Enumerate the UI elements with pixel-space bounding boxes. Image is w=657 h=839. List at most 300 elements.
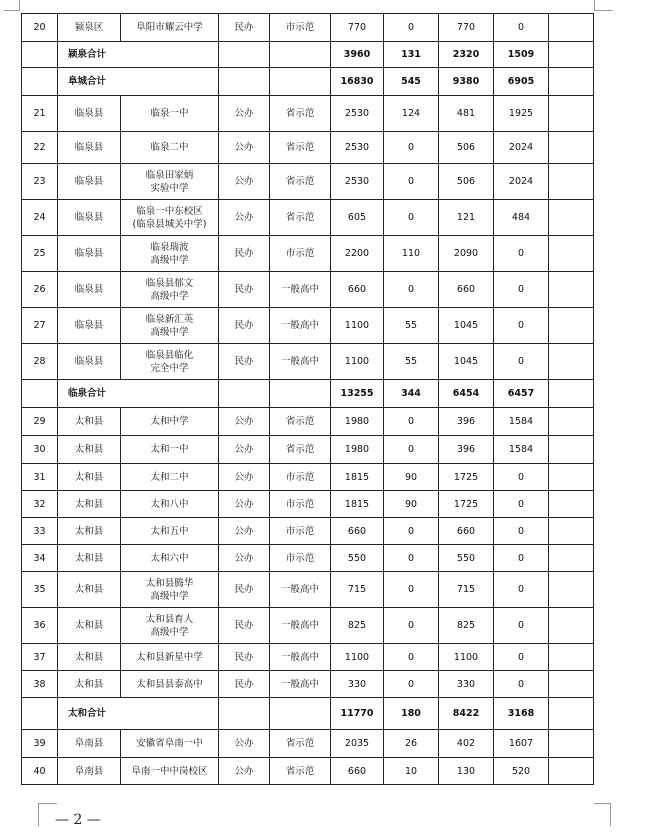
cell-subtotal-label: 临泉合计 <box>58 380 219 408</box>
cell-school <box>121 408 219 436</box>
table-row <box>22 308 594 344</box>
cell-extra <box>549 572 594 608</box>
cell-level: 市示范 <box>270 518 331 545</box>
cell-nature: 公办 <box>219 491 270 518</box>
cell-extra <box>549 698 594 730</box>
cell-value-4: 520 <box>494 758 549 785</box>
cell-school <box>121 436 219 464</box>
school-name-line: 临泉二中 <box>150 142 189 153</box>
table-row <box>22 518 594 545</box>
cell-value-4: 0 <box>494 14 549 42</box>
cell-county: 临泉县 <box>58 272 121 308</box>
school-name-line: 临泉一中东校区 <box>136 205 203 217</box>
table-row <box>22 572 594 608</box>
cell-value-1: 1100 <box>331 344 384 380</box>
table-row <box>22 758 594 785</box>
cell-level: 一般高中 <box>270 644 331 671</box>
cell-nature: 公办 <box>219 132 270 164</box>
cell-extra <box>549 408 594 436</box>
cell-county: 临泉县 <box>58 164 121 200</box>
table-row <box>22 344 594 380</box>
subtotal-row <box>22 698 594 730</box>
cell-level: 一般高中 <box>270 572 331 608</box>
cell-value-1: 1100 <box>331 308 384 344</box>
cell-no: 33 <box>22 518 58 545</box>
cell-nature: 民办 <box>219 671 270 698</box>
cell-value-2: 0 <box>384 200 439 236</box>
cell-value-4: 0 <box>494 518 549 545</box>
cell-value-3: 2320 <box>439 42 494 68</box>
cell-county: 临泉县 <box>58 96 121 132</box>
cell-value-4: 0 <box>494 572 549 608</box>
subtotal-row <box>22 68 594 96</box>
cell-value-3: 1045 <box>439 308 494 344</box>
table-row <box>22 644 594 671</box>
cell-value-2: 131 <box>384 42 439 68</box>
cell-value-2: 55 <box>384 308 439 344</box>
cell-nature: 公办 <box>219 518 270 545</box>
cell-county: 太和县 <box>58 671 121 698</box>
table-row <box>22 236 594 272</box>
school-name-line: 阜阳市耀云中学 <box>136 22 203 33</box>
cell-value-1: 13255 <box>331 380 384 408</box>
cell-school <box>121 14 219 42</box>
cell-no: 26 <box>22 272 58 308</box>
cell-level: 一般高中 <box>270 344 331 380</box>
cell-value-2: 0 <box>384 572 439 608</box>
cell-extra <box>549 758 594 785</box>
cell-value-3: 2090 <box>439 236 494 272</box>
cell-value-4: 1509 <box>494 42 549 68</box>
cell-extra <box>549 491 594 518</box>
cell-no: 35 <box>22 572 58 608</box>
table-row <box>22 545 594 572</box>
cell-extra <box>549 671 594 698</box>
school-name-line: 高级中学 <box>150 290 189 302</box>
cell-school <box>121 671 219 698</box>
subtotal-row <box>22 380 594 408</box>
cell-value-4: 0 <box>494 491 549 518</box>
cell-value-4: 0 <box>494 671 549 698</box>
cell-value-3: 9380 <box>439 68 494 96</box>
cell-value-1: 1815 <box>331 491 384 518</box>
cell-no: 34 <box>22 545 58 572</box>
table-row <box>22 96 594 132</box>
cell-no: 21 <box>22 96 58 132</box>
cell-value-2: 55 <box>384 344 439 380</box>
table-row <box>22 164 594 200</box>
school-name-line: 安徽省阜南一中 <box>136 738 203 749</box>
cell-level: 省示范 <box>270 758 331 785</box>
school-name-line: 太和中学 <box>150 416 189 427</box>
cell-nature: 公办 <box>219 96 270 132</box>
cell-value-4: 0 <box>494 236 549 272</box>
cell-level: 省示范 <box>270 436 331 464</box>
table-row <box>22 436 594 464</box>
cell-value-4: 1584 <box>494 436 549 464</box>
cell-school <box>121 200 219 236</box>
cell-value-1: 660 <box>331 272 384 308</box>
subtotal-row <box>22 42 594 68</box>
cell-nature: 公办 <box>219 758 270 785</box>
cell-value-2: 110 <box>384 236 439 272</box>
school-name-line: 临泉瑞波 <box>150 241 189 253</box>
cell-no: 22 <box>22 132 58 164</box>
cell-level: 市示范 <box>270 14 331 42</box>
table-row <box>22 608 594 644</box>
cell-value-2: 10 <box>384 758 439 785</box>
cell-value-1: 605 <box>331 200 384 236</box>
cell-value-2: 0 <box>384 671 439 698</box>
table-row <box>22 200 594 236</box>
cell-value-1: 825 <box>331 608 384 644</box>
cell-county: 太和县 <box>58 572 121 608</box>
cell-value-1: 2530 <box>331 132 384 164</box>
cell-value-1: 11770 <box>331 698 384 730</box>
cell-nature: 公办 <box>219 408 270 436</box>
cell-nature: 民办 <box>219 344 270 380</box>
cell-school <box>121 491 219 518</box>
cell-no: 30 <box>22 436 58 464</box>
cell-value-4: 0 <box>494 272 549 308</box>
cell-nature <box>219 68 270 96</box>
cell-value-1: 1815 <box>331 464 384 491</box>
cell-no: 31 <box>22 464 58 491</box>
cell-value-3: 1725 <box>439 464 494 491</box>
cell-no: 20 <box>22 14 58 42</box>
cell-value-4: 1607 <box>494 730 549 758</box>
cell-no <box>22 380 58 408</box>
crop-mark-top-left <box>4 0 20 11</box>
cell-county: 阜南县 <box>58 730 121 758</box>
cell-county: 太和县 <box>58 608 121 644</box>
cell-value-1: 770 <box>331 14 384 42</box>
cell-level: 一般高中 <box>270 608 331 644</box>
cell-extra <box>549 308 594 344</box>
cell-value-1: 16830 <box>331 68 384 96</box>
cell-no: 23 <box>22 164 58 200</box>
cell-value-3: 396 <box>439 436 494 464</box>
cell-value-2: 0 <box>384 164 439 200</box>
cell-county: 临泉县 <box>58 236 121 272</box>
cell-value-2: 90 <box>384 491 439 518</box>
cell-value-4: 0 <box>494 545 549 572</box>
cell-nature: 民办 <box>219 608 270 644</box>
cell-subtotal-label: 阜城合计 <box>58 68 219 96</box>
cell-school <box>121 464 219 491</box>
cell-school <box>121 545 219 572</box>
school-name-line: 太和五中 <box>150 525 189 537</box>
school-name-line: 太和一中 <box>150 444 189 455</box>
enrollment-table <box>21 13 594 785</box>
cell-value-1: 2035 <box>331 730 384 758</box>
school-name-line: 太和八中 <box>150 498 189 510</box>
cell-value-1: 1100 <box>331 644 384 671</box>
cell-level: 市示范 <box>270 464 331 491</box>
school-name-line: 太和六中 <box>150 552 189 564</box>
cell-extra <box>549 380 594 408</box>
cell-extra <box>549 236 594 272</box>
cell-value-3: 660 <box>439 518 494 545</box>
cell-level <box>270 42 331 68</box>
cell-value-2: 124 <box>384 96 439 132</box>
cell-value-2: 0 <box>384 608 439 644</box>
cell-value-1: 2530 <box>331 164 384 200</box>
table-row <box>22 730 594 758</box>
cell-no: 37 <box>22 644 58 671</box>
cell-value-3: 481 <box>439 96 494 132</box>
cell-nature: 民办 <box>219 308 270 344</box>
cell-value-3: 770 <box>439 14 494 42</box>
cell-school <box>121 758 219 785</box>
cell-school <box>121 344 219 380</box>
cell-county: 太和县 <box>58 408 121 436</box>
cell-value-2: 0 <box>384 545 439 572</box>
cell-school <box>121 608 219 644</box>
cell-level: 省示范 <box>270 200 331 236</box>
cell-level: 市示范 <box>270 236 331 272</box>
page-number: — 2 — <box>55 812 101 828</box>
school-name-line: 太和县新星中学 <box>136 651 203 663</box>
cell-county: 太和县 <box>58 644 121 671</box>
cell-no <box>22 68 58 96</box>
cell-county: 太和县 <box>58 545 121 572</box>
cell-school <box>121 236 219 272</box>
school-name-line: (临泉县城关中学) <box>132 218 207 230</box>
cell-value-1: 1980 <box>331 408 384 436</box>
cell-no: 36 <box>22 608 58 644</box>
cell-extra <box>549 272 594 308</box>
school-name-line: 太和县育人 <box>145 613 194 625</box>
cell-no: 40 <box>22 758 58 785</box>
cell-value-3: 506 <box>439 164 494 200</box>
cell-school <box>121 572 219 608</box>
cell-extra <box>549 436 594 464</box>
cell-value-1: 2200 <box>331 236 384 272</box>
cell-subtotal-label: 太和合计 <box>58 698 219 730</box>
cell-value-4: 6457 <box>494 380 549 408</box>
cell-value-1: 3960 <box>331 42 384 68</box>
cell-nature <box>219 42 270 68</box>
cell-value-4: 484 <box>494 200 549 236</box>
cell-county: 临泉县 <box>58 344 121 380</box>
cell-extra <box>549 200 594 236</box>
cell-value-3: 660 <box>439 272 494 308</box>
table-row <box>22 671 594 698</box>
cell-school <box>121 644 219 671</box>
cell-value-1: 715 <box>331 572 384 608</box>
cell-no: 28 <box>22 344 58 380</box>
cell-value-4: 1925 <box>494 96 549 132</box>
table-row <box>22 491 594 518</box>
cell-county: 临泉县 <box>58 132 121 164</box>
cell-county: 临泉县 <box>58 200 121 236</box>
school-name-line: 太和县县泰高中 <box>136 678 203 690</box>
cell-value-2: 0 <box>384 408 439 436</box>
cell-county: 太和县 <box>58 464 121 491</box>
cell-level <box>270 698 331 730</box>
cell-value-3: 1100 <box>439 644 494 671</box>
school-name-line: 临泉县临化 <box>145 349 194 361</box>
cell-value-3: 825 <box>439 608 494 644</box>
cell-value-3: 402 <box>439 730 494 758</box>
cell-value-4: 0 <box>494 608 549 644</box>
school-name-line: 实验中学 <box>150 182 189 194</box>
school-name-line: 临泉田家炳 <box>145 169 194 181</box>
cell-nature: 公办 <box>219 164 270 200</box>
cell-county: 太和县 <box>58 518 121 545</box>
table-row <box>22 132 594 164</box>
cell-level: 一般高中 <box>270 272 331 308</box>
cell-value-3: 6454 <box>439 380 494 408</box>
cell-value-3: 396 <box>439 408 494 436</box>
cell-value-4: 2024 <box>494 132 549 164</box>
cell-no: 27 <box>22 308 58 344</box>
cell-value-2: 0 <box>384 644 439 671</box>
school-name-line: 临泉一中 <box>150 108 189 119</box>
cell-level: 省示范 <box>270 730 331 758</box>
cell-value-2: 0 <box>384 272 439 308</box>
cell-level: 市示范 <box>270 491 331 518</box>
cell-no: 39 <box>22 730 58 758</box>
cell-value-3: 1045 <box>439 344 494 380</box>
cell-extra <box>549 644 594 671</box>
cell-extra <box>549 132 594 164</box>
cell-value-2: 180 <box>384 698 439 730</box>
cell-value-3: 506 <box>439 132 494 164</box>
cell-value-2: 0 <box>384 436 439 464</box>
cell-value-1: 660 <box>331 758 384 785</box>
cell-county: 颍泉区 <box>58 14 121 42</box>
cell-nature: 公办 <box>219 464 270 491</box>
cell-level: 省示范 <box>270 164 331 200</box>
table-row <box>22 272 594 308</box>
cell-level <box>270 68 331 96</box>
cell-school <box>121 518 219 545</box>
crop-mark-top-right <box>594 0 613 11</box>
cell-county: 阜南县 <box>58 758 121 785</box>
cell-extra <box>549 608 594 644</box>
cell-value-2: 0 <box>384 14 439 42</box>
cell-county: 太和县 <box>58 436 121 464</box>
school-name-line: 高级中学 <box>150 626 189 638</box>
cell-nature: 公办 <box>219 545 270 572</box>
cell-value-4: 0 <box>494 644 549 671</box>
table-row <box>22 464 594 491</box>
cell-nature: 民办 <box>219 644 270 671</box>
cell-no: 29 <box>22 408 58 436</box>
school-name-line: 高级中学 <box>150 326 189 338</box>
cell-no <box>22 698 58 730</box>
cell-level: 省示范 <box>270 132 331 164</box>
cell-value-1: 660 <box>331 518 384 545</box>
cell-value-4: 0 <box>494 344 549 380</box>
cell-value-3: 715 <box>439 572 494 608</box>
cell-extra <box>549 518 594 545</box>
cell-value-1: 1980 <box>331 436 384 464</box>
cell-school <box>121 96 219 132</box>
cell-value-2: 344 <box>384 380 439 408</box>
cell-value-3: 8422 <box>439 698 494 730</box>
table-row <box>22 14 594 42</box>
school-name-line: 阜南一中中岗校区 <box>131 765 208 777</box>
cell-extra <box>549 96 594 132</box>
cell-value-2: 26 <box>384 730 439 758</box>
school-name-line: 完全中学 <box>150 362 189 374</box>
cell-nature: 公办 <box>219 730 270 758</box>
cell-school <box>121 730 219 758</box>
cell-nature: 民办 <box>219 236 270 272</box>
cell-no: 25 <box>22 236 58 272</box>
cell-value-3: 550 <box>439 545 494 572</box>
cell-no: 24 <box>22 200 58 236</box>
cell-level: 一般高中 <box>270 308 331 344</box>
cell-value-1: 550 <box>331 545 384 572</box>
cell-school <box>121 308 219 344</box>
table-row <box>22 408 594 436</box>
school-name-line: 太和二中 <box>150 471 189 483</box>
cell-value-1: 2530 <box>331 96 384 132</box>
cell-level: 一般高中 <box>270 671 331 698</box>
cell-level <box>270 380 331 408</box>
cell-county: 太和县 <box>58 491 121 518</box>
cell-nature: 民办 <box>219 272 270 308</box>
cell-nature: 民办 <box>219 14 270 42</box>
cell-value-3: 121 <box>439 200 494 236</box>
cell-nature <box>219 698 270 730</box>
cell-school <box>121 132 219 164</box>
cell-extra <box>549 730 594 758</box>
cell-value-2: 545 <box>384 68 439 96</box>
cell-value-4: 6905 <box>494 68 549 96</box>
cell-nature: 公办 <box>219 200 270 236</box>
cell-extra <box>549 68 594 96</box>
cell-value-2: 90 <box>384 464 439 491</box>
cell-value-3: 130 <box>439 758 494 785</box>
cell-subtotal-label: 颍泉合计 <box>58 42 219 68</box>
cell-extra <box>549 545 594 572</box>
cell-no: 32 <box>22 491 58 518</box>
cell-value-4: 3168 <box>494 698 549 730</box>
cell-value-4: 2024 <box>494 164 549 200</box>
cell-nature: 民办 <box>219 572 270 608</box>
school-name-line: 高级中学 <box>150 254 189 266</box>
cell-value-2: 0 <box>384 132 439 164</box>
cell-extra <box>549 164 594 200</box>
cell-level: 市示范 <box>270 545 331 572</box>
cell-extra <box>549 42 594 68</box>
cell-value-1: 330 <box>331 671 384 698</box>
cell-no <box>22 42 58 68</box>
cell-value-4: 0 <box>494 464 549 491</box>
crop-mark-bottom-right <box>594 803 611 826</box>
cell-extra <box>549 464 594 491</box>
cell-no: 38 <box>22 671 58 698</box>
cell-level: 省示范 <box>270 408 331 436</box>
cell-nature <box>219 380 270 408</box>
cell-nature: 公办 <box>219 436 270 464</box>
cell-extra <box>549 14 594 42</box>
cell-county: 临泉县 <box>58 308 121 344</box>
school-name-line: 太和县腾华 <box>145 577 194 589</box>
cell-value-4: 1584 <box>494 408 549 436</box>
cell-value-3: 1725 <box>439 491 494 518</box>
cell-school <box>121 272 219 308</box>
cell-level: 省示范 <box>270 96 331 132</box>
cell-value-3: 330 <box>439 671 494 698</box>
cell-value-2: 0 <box>384 518 439 545</box>
cell-school <box>121 164 219 200</box>
